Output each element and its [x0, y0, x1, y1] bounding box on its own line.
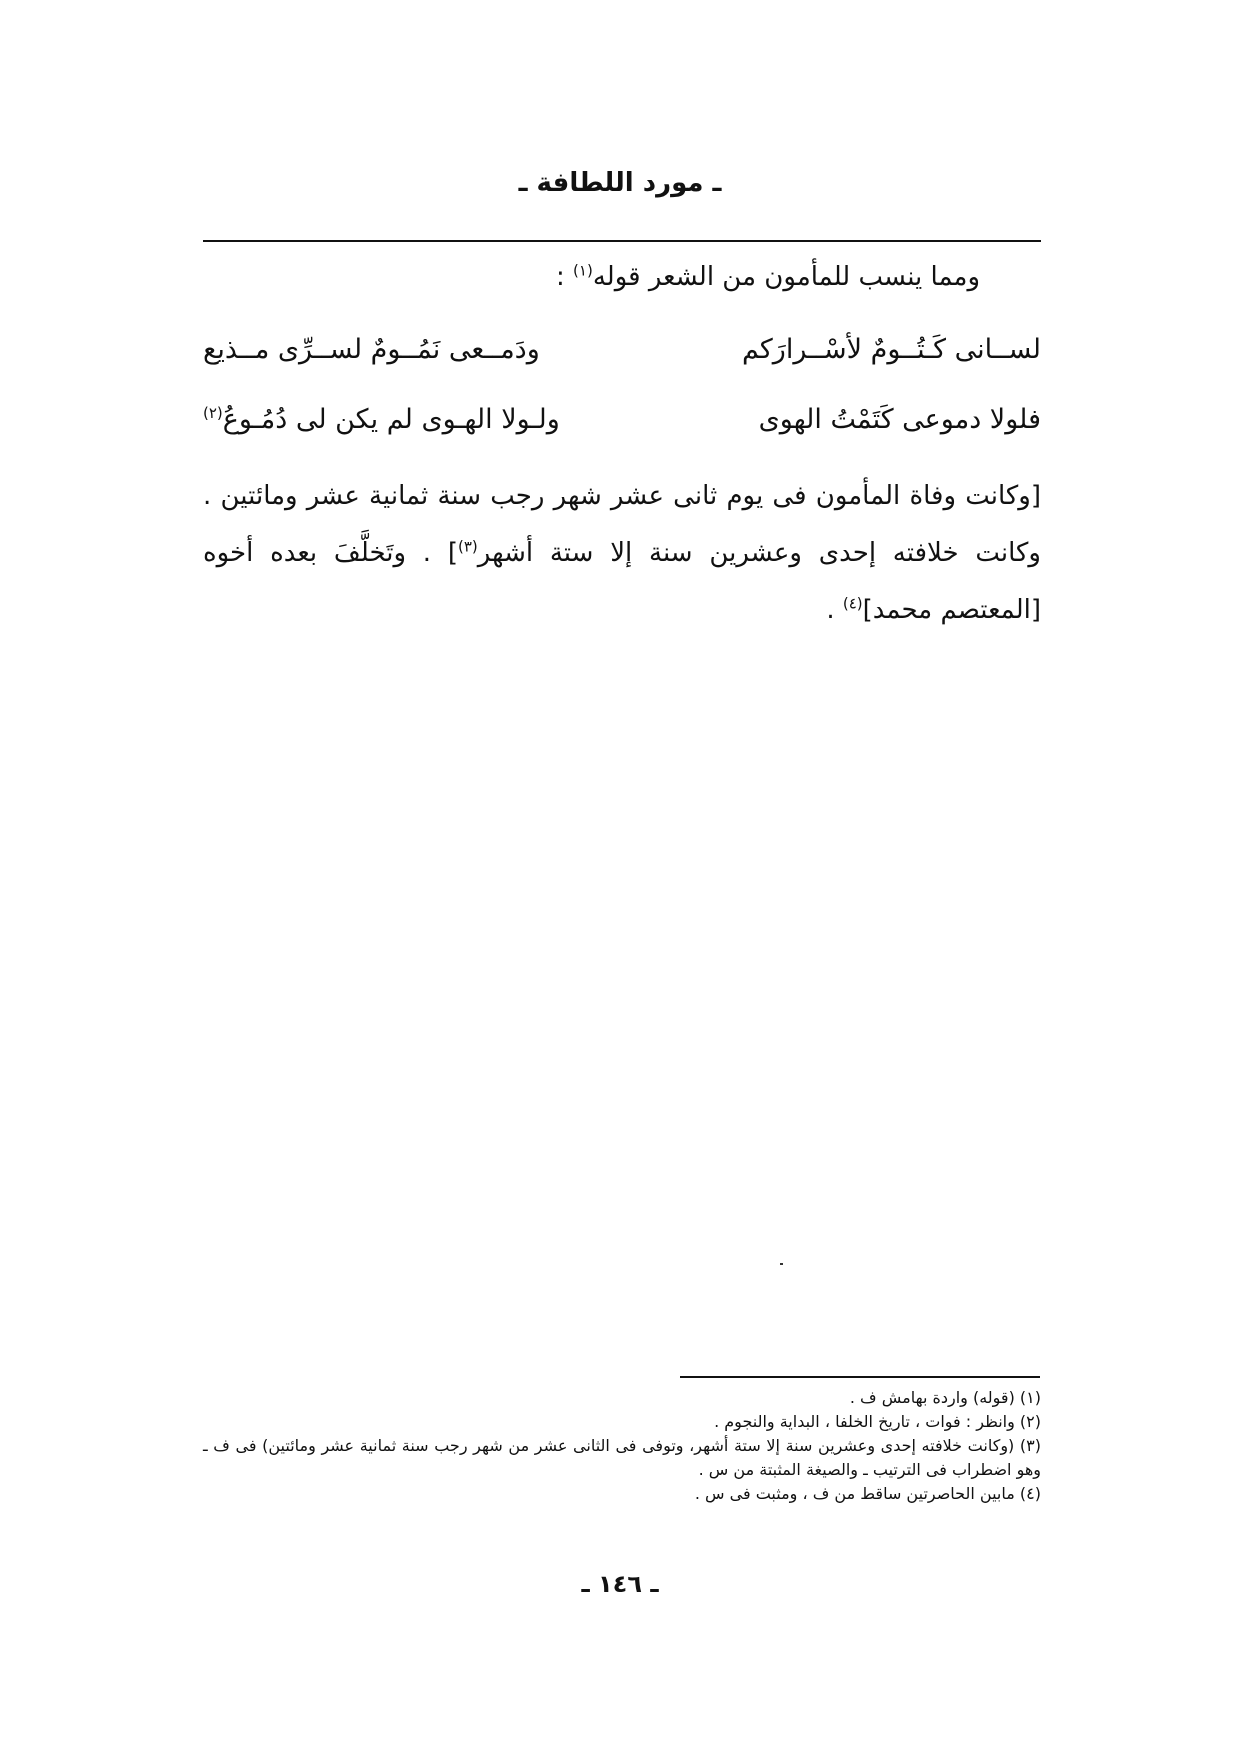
intro-line	[556, 262, 980, 292]
verse-line-2	[203, 404, 1041, 452]
prose-part-1: [وكانت وفاة المأمون فى يوم ثانى عشر شهر رجب سنة ثمانية عشر ومائتين . وكانت خلافته إحدى وعشرين سنة إلا ستة أشهر	[203, 481, 1041, 568]
verse-2-second-text: ولـولا الهـوى لم يكن لى دُمُـوعُ	[222, 404, 560, 435]
prose-part-3: .	[826, 595, 843, 625]
prose-part-2: ] . وتَخلَّفَ بعده أخوه [المعتصم محمد]	[203, 538, 1041, 625]
scan-speck	[780, 1263, 783, 1265]
footnotes	[203, 1386, 1041, 1506]
footnote-ref-2[interactable]: (٢)	[203, 404, 223, 422]
footnote-1: (١) (قوله) واردة بهامش ف .	[849, 1388, 1041, 1407]
intro-text: ومما ينسب للمأمون من الشعر قوله	[592, 262, 980, 292]
verse-2-first-hemistich: فلولا دموعى كَتَمْتُ الهوى	[758, 404, 1041, 435]
intro-colon: :	[556, 262, 565, 292]
header-rule	[203, 240, 1041, 242]
verse-1-second-hemistich	[203, 334, 540, 365]
footnote-4: (٤) مابين الحاصرتين ساقط من ف ، ومثبت فى س .	[694, 1484, 1041, 1503]
footnote-ref-4[interactable]: (٤)	[842, 594, 863, 613]
footnote-ref-3[interactable]: (٣)	[457, 537, 478, 556]
prose-paragraph	[203, 468, 1041, 639]
verse-2-second-hemistich	[203, 404, 560, 435]
verse-1-first-hemistich: لســانى كَـتُــومٌ لأسْــرارَكم	[741, 334, 1041, 365]
page-number: ـ ١٤٦ ـ	[581, 1570, 659, 1598]
footnote-3: (٣) (وكانت خلافته إحدى وعشرين سنة إلا ستة أشهر، وتوفى فى الثانى عشر من شهر رجب سنة ثمانية عشر ومائتين) فى ف ـ وهو اضطراب فى الترتيب ـ والصيغة المثبتة من س .	[203, 1436, 1041, 1479]
running-title: ـ مورد اللطافة ـ	[518, 168, 722, 198]
verse-1-second-text: ودَمــعى نَمُــومٌ لســرِّى مــذيع	[203, 334, 540, 365]
footnote-ref-1[interactable]: (١)	[573, 261, 593, 280]
verse-line-1	[203, 334, 1041, 382]
footnote-rule	[680, 1376, 1040, 1378]
footnote-2: (٢) وانظر : فوات ، تاريخ الخلفا ، البداية والنجوم .	[714, 1412, 1041, 1431]
